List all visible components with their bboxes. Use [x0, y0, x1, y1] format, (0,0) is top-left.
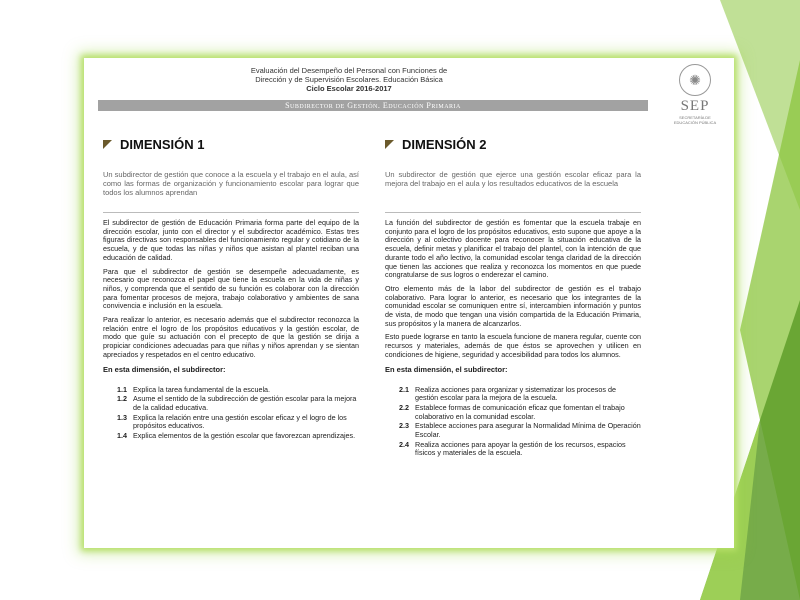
title-marker-icon — [385, 140, 394, 149]
dimension-2-title: DIMENSIÓN 2 — [402, 136, 487, 152]
item-number: 1.2 — [117, 394, 127, 404]
item-number: 2.1 — [399, 384, 409, 394]
mexico-seal-icon: ✺ — [679, 64, 711, 96]
dimension-2-column — [385, 136, 641, 459]
list-item — [391, 422, 641, 439]
item-text: Realiza acciones para organizar y sistematizar los procesos de gestión escolar para la mejora de la escuela. — [415, 384, 616, 403]
item-text: Establece formas de comunicación eficaz que fomentan el trabajo colaborativo en la comunidad escolar. — [415, 402, 625, 421]
dimension-1-paragraph: Para realizar lo anterior, es necesario además que el subdirector reconozca la relación entre el logro de los propósitos educativos y la gestión escolar, de modo que guíe su actuación con el precepto de que la gestión se dirija a propiciar condiciones adecuadas para que niñas y niños aprendan y se sientan apreciados y respetados en el centro educativo. — [103, 315, 359, 359]
item-number: 1.4 — [117, 431, 127, 441]
dimension-1-lead: En esta dimensión, el subdirector: — [103, 364, 226, 374]
divider — [385, 212, 641, 213]
list-item — [109, 432, 359, 441]
item-number: 2.2 — [399, 402, 409, 412]
title-marker-icon — [103, 140, 112, 149]
sep-logo-subtitle-1: SECRETARÍA DE — [679, 115, 711, 120]
list-item — [391, 386, 641, 403]
item-number: 1.1 — [117, 384, 127, 394]
list-item — [109, 395, 359, 412]
dimension-1-heading — [103, 136, 359, 152]
dimension-1-description: Un subdirector de gestión que conoce a la escuela y el trabajo en el aula, así como las formas de organización y funcionamiento escolar para lograr que todos los alumnos aprendan — [103, 170, 359, 197]
item-text: Establece acciones para asegurar la Normalidad Mínima de Operación Escolar. — [415, 421, 641, 440]
header-cycle: Ciclo Escolar 2016-2017 — [306, 84, 392, 93]
item-text: Explica la tarea fundamental de la escuela. — [133, 384, 271, 394]
section-banner: Subdirector de Gestión. Educación Primaria — [98, 100, 648, 111]
header-title-line-2: Dirección y de Supervisión Escolares. Educación Básica — [255, 75, 443, 84]
item-number: 2.3 — [399, 421, 409, 431]
dimension-2-paragraph: Otro elemento más de la labor del subdirector de gestión es el trabajo colaborativo. Para lograr lo anterior, es necesario que los integrantes de la comunidad escolar se comuniquen entre sí, intercambien información y puntos de vista, de modo que tengan una visión compartida de la Educación Primaria, sus propósitos y la manera de alcanzarlos. — [385, 283, 641, 328]
item-text: Asume el sentido de la subdirección de gestión escolar para la mejora de la calidad educativa. — [133, 394, 357, 412]
document-page — [84, 58, 734, 548]
dimension-2-paragraph: La función del subdirector de gestión es fomentar que la escuela trabaje en conjunto para el logro de los propósitos educativos, esto supone que apoye a la dirección y al colectivo docente para reconocer la situación educativa de la escuela, definir metas y planificar el trabajo del plantel, con la intención de que durante todo el año lectivo, la comunidad escolar tenga claridad de la dirección que tienen las acciones que realiza y reconozca los momentos en que puede congratularse de sus logros o enderezar el camino. — [385, 218, 641, 280]
header-title-line-1: Evaluación del Desempeño del Personal con Funciones de — [250, 66, 448, 75]
dimension-2-description: Un subdirector de gestión que ejerce una gestión escolar eficaz para la mejora del trabajo en el aula y los resultados educativos de la escuela — [385, 170, 641, 188]
list-item — [391, 441, 641, 458]
dimension-2-paragraph: Esto puede lograrse en tanto la escuela funcione de manera regular, cuente con recursos y materiales, además de que éstos se aprovechen y utilicen en condiciones de higiene, seguridad y accesibilidad para todos los alumnos. — [385, 332, 641, 359]
dimension-1-column — [103, 136, 359, 442]
dimension-1-items — [103, 386, 359, 441]
item-number: 1.3 — [117, 412, 127, 422]
dimension-2-lead: En esta dimensión, el subdirector: — [385, 364, 508, 374]
dimension-2-items — [385, 386, 641, 459]
sep-logo-subtitle-2: EDUCACIÓN PÚBLICA — [673, 120, 717, 125]
list-item — [391, 404, 641, 421]
document-header — [204, 66, 494, 93]
sep-logo-name: SEP — [680, 98, 710, 114]
dimension-2-heading — [385, 136, 641, 152]
dimension-1-paragraph: El subdirector de gestión de Educación Primaria forma parte del equipo de la dirección escolar, junto con el director y el subdirector académico. Estas tres figuras directivas son responsables del funcionamiento regular y cotidiano de la escuela, y de que todas las niñas y niños que asistan al plantel reciban una educación de calidad. — [103, 218, 359, 262]
divider — [103, 212, 359, 213]
item-text: Realiza acciones para apoyar la gestión de los recursos, espacios físicos y materiales de la escuela. — [415, 439, 626, 458]
list-item — [109, 414, 359, 431]
item-text: Explica la relación entre una gestión escolar eficaz y el logro de los propósitos educativos. — [133, 412, 347, 431]
item-text: Explica elementos de la gestión escolar que favorezcan aprendizajes. — [133, 431, 356, 441]
dimension-1-title: DIMENSIÓN 1 — [120, 136, 205, 152]
item-number: 2.4 — [399, 439, 409, 449]
dimension-1-paragraph: Para que el subdirector de gestión se desempeñe adecuadamente, es necesario que reconozca el papel que tiene la escuela en la vida de niñas y niños, y comprenda que el sentido de su función es colaborar con la dirección para fomentar procesos de mejora, trabajo colaborativo y ambientes de sana convivencia e inclusión en la escuela. — [103, 266, 359, 311]
list-item — [109, 386, 359, 395]
sep-logo — [664, 64, 726, 125]
